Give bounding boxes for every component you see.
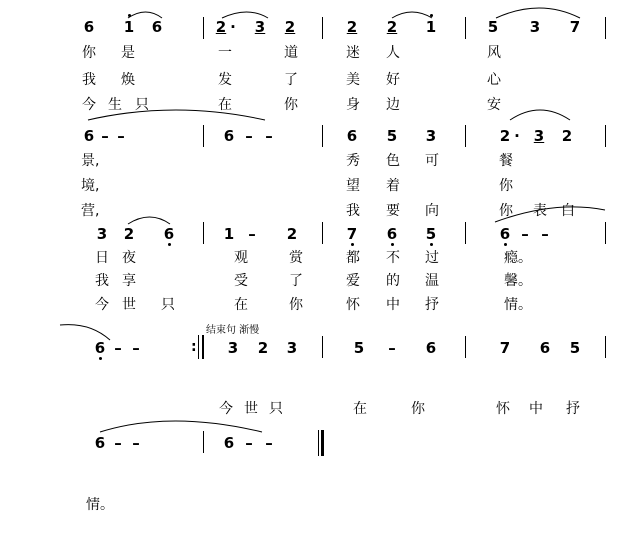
lyric: 馨。: [504, 273, 532, 289]
tie-arc: [60, 325, 110, 340]
lyric: 我: [82, 72, 96, 88]
bar-line: [605, 125, 606, 147]
lyric: 世: [244, 401, 258, 417]
note: 5: [353, 339, 365, 357]
lyric: 表: [533, 203, 547, 219]
note: 2: [123, 225, 135, 243]
lyric: 在: [218, 97, 232, 113]
dash: –: [245, 127, 253, 145]
lyric: 一: [218, 45, 232, 61]
note: 6: [83, 127, 95, 145]
lyric: 要: [386, 203, 400, 219]
note: 3: [529, 18, 541, 36]
lyric: 观: [234, 250, 248, 266]
bar-line: [322, 17, 323, 39]
lyric: 怀: [496, 401, 510, 417]
note: 2: [346, 18, 358, 36]
note: 5: [386, 127, 398, 145]
tie-arc: [100, 421, 262, 432]
lyric: 的: [386, 273, 400, 289]
lyric: 焕: [121, 72, 135, 88]
note: 3: [533, 127, 545, 145]
lyric: 身: [346, 97, 360, 113]
lyric: 风: [487, 45, 501, 61]
lyric: 受: [234, 273, 248, 289]
lyric: 我: [346, 203, 360, 219]
note: 6: [425, 339, 437, 357]
tie-arc: [496, 8, 580, 18]
note: 3: [227, 339, 239, 357]
dash: –: [248, 225, 256, 243]
repeat-bar-thin: [198, 335, 199, 359]
bar-line: [465, 125, 466, 147]
lyric: 境,: [81, 178, 100, 194]
dash: –: [132, 339, 140, 357]
note: 1: [223, 225, 235, 243]
note: 3: [425, 127, 437, 145]
final-lyric: 情。: [86, 497, 114, 513]
lyric: 心: [487, 72, 501, 88]
lyric: 情。: [504, 297, 532, 313]
note: 1: [123, 18, 135, 36]
bar-line: [203, 125, 204, 147]
tie-arc: [128, 217, 170, 224]
note: 3: [254, 18, 266, 36]
note: 6: [83, 18, 95, 36]
repeat-dots: :: [191, 339, 197, 355]
note: 7: [346, 225, 358, 243]
lyric: 今: [95, 297, 109, 313]
lyric: 可: [425, 153, 439, 169]
bar-line: [605, 336, 606, 358]
lyric: 瘾。: [504, 250, 532, 266]
lyric: 生: [108, 97, 122, 113]
lyric: 迷: [346, 45, 360, 61]
note: 5: [425, 225, 437, 243]
dash: –: [521, 225, 529, 243]
note: 6: [346, 127, 358, 145]
lyric: 向: [425, 203, 439, 219]
dash: –: [541, 225, 549, 243]
lyric: 白: [561, 203, 575, 219]
final-bar-thick: [321, 430, 324, 456]
final-bar-thin: [318, 430, 319, 456]
note: 6: [163, 225, 175, 243]
bar-line: [465, 17, 466, 39]
lyric: 秀: [346, 153, 360, 169]
lyric: 你: [284, 97, 298, 113]
bar-line: [465, 336, 466, 358]
lyric: 景,: [81, 153, 100, 169]
lyric: 世: [122, 297, 136, 313]
dash: –: [265, 434, 273, 452]
lyric: 发: [218, 72, 232, 88]
note: 6: [151, 18, 163, 36]
performance-annotation: 结束句 渐慢: [206, 325, 260, 336]
dot: ·: [230, 18, 236, 36]
lyric: 你: [289, 297, 303, 313]
lyric: 爱: [346, 273, 360, 289]
lyric: 你: [499, 178, 513, 194]
lyric: 你: [411, 401, 425, 417]
dash: –: [114, 434, 122, 452]
repeat-bar-thick: [202, 335, 204, 359]
lyric: 怀: [346, 297, 360, 313]
note: 2: [284, 18, 296, 36]
note: 7: [569, 18, 581, 36]
dash: –: [265, 127, 273, 145]
note: 3: [286, 339, 298, 357]
lyric: 温: [425, 273, 439, 289]
lyric: 抒: [425, 297, 439, 313]
lyric: 望: [346, 178, 360, 194]
lyric: 抒: [566, 401, 580, 417]
lyric: 人: [386, 45, 400, 61]
bar-line: [605, 222, 606, 244]
note: 6: [223, 434, 235, 452]
lyric: 营,: [81, 203, 100, 219]
bar-line: [203, 222, 204, 244]
lyric: 日: [95, 250, 109, 266]
note: 6: [499, 225, 511, 243]
lyric: 道: [284, 45, 298, 61]
lyric: 今: [82, 97, 96, 113]
dash: –: [114, 339, 122, 357]
note: 6: [386, 225, 398, 243]
lyric: 夜: [122, 250, 136, 266]
bar-line: [203, 431, 204, 453]
dash: –: [388, 339, 396, 357]
note: 2: [215, 18, 227, 36]
lyric: 今: [219, 401, 233, 417]
lyric: 中: [386, 297, 400, 313]
bar-line: [322, 222, 323, 244]
note: 6: [94, 434, 106, 452]
dash: –: [117, 127, 125, 145]
note: 2: [386, 18, 398, 36]
note: 1: [425, 18, 437, 36]
lyric: 享: [122, 273, 136, 289]
lyric: 你: [499, 203, 513, 219]
lyric: 边: [386, 97, 400, 113]
lyric: 赏: [289, 250, 303, 266]
lyric: 了: [284, 72, 298, 88]
lyric: 只: [135, 97, 149, 113]
lyric: 了: [289, 273, 303, 289]
lyric: 安: [487, 97, 501, 113]
bar-line: [203, 17, 204, 39]
bar-line: [322, 125, 323, 147]
note: 2: [499, 127, 511, 145]
bar-line: [322, 336, 323, 358]
note: 3: [96, 225, 108, 243]
tie-arc: [510, 110, 570, 120]
lyric: 是: [121, 45, 135, 61]
note: 2: [257, 339, 269, 357]
lyric: 在: [234, 297, 248, 313]
lyric: 着: [386, 178, 400, 194]
lyric: 在: [353, 401, 367, 417]
dash: –: [101, 127, 109, 145]
lyric: 好: [386, 72, 400, 88]
lyric: 都: [346, 250, 360, 266]
dash: –: [245, 434, 253, 452]
lyric: 中: [529, 401, 543, 417]
bar-line: [465, 222, 466, 244]
note: 2: [286, 225, 298, 243]
dot: ·: [514, 127, 520, 145]
lyric: 过: [425, 250, 439, 266]
lyric: 只: [269, 401, 283, 417]
lyric: 美: [346, 72, 360, 88]
note: 5: [487, 18, 499, 36]
dash: –: [132, 434, 140, 452]
bar-line: [605, 17, 606, 39]
note: 2: [561, 127, 573, 145]
lyric: 不: [386, 250, 400, 266]
note: 6: [223, 127, 235, 145]
note: 5: [569, 339, 581, 357]
lyric: 只: [161, 297, 175, 313]
lyric: 你: [82, 45, 96, 61]
lyric: 色: [386, 153, 400, 169]
note: 6: [94, 339, 106, 357]
note: 7: [499, 339, 511, 357]
lyric: 我: [95, 273, 109, 289]
note: 6: [539, 339, 551, 357]
lyric: 餐: [499, 153, 513, 169]
